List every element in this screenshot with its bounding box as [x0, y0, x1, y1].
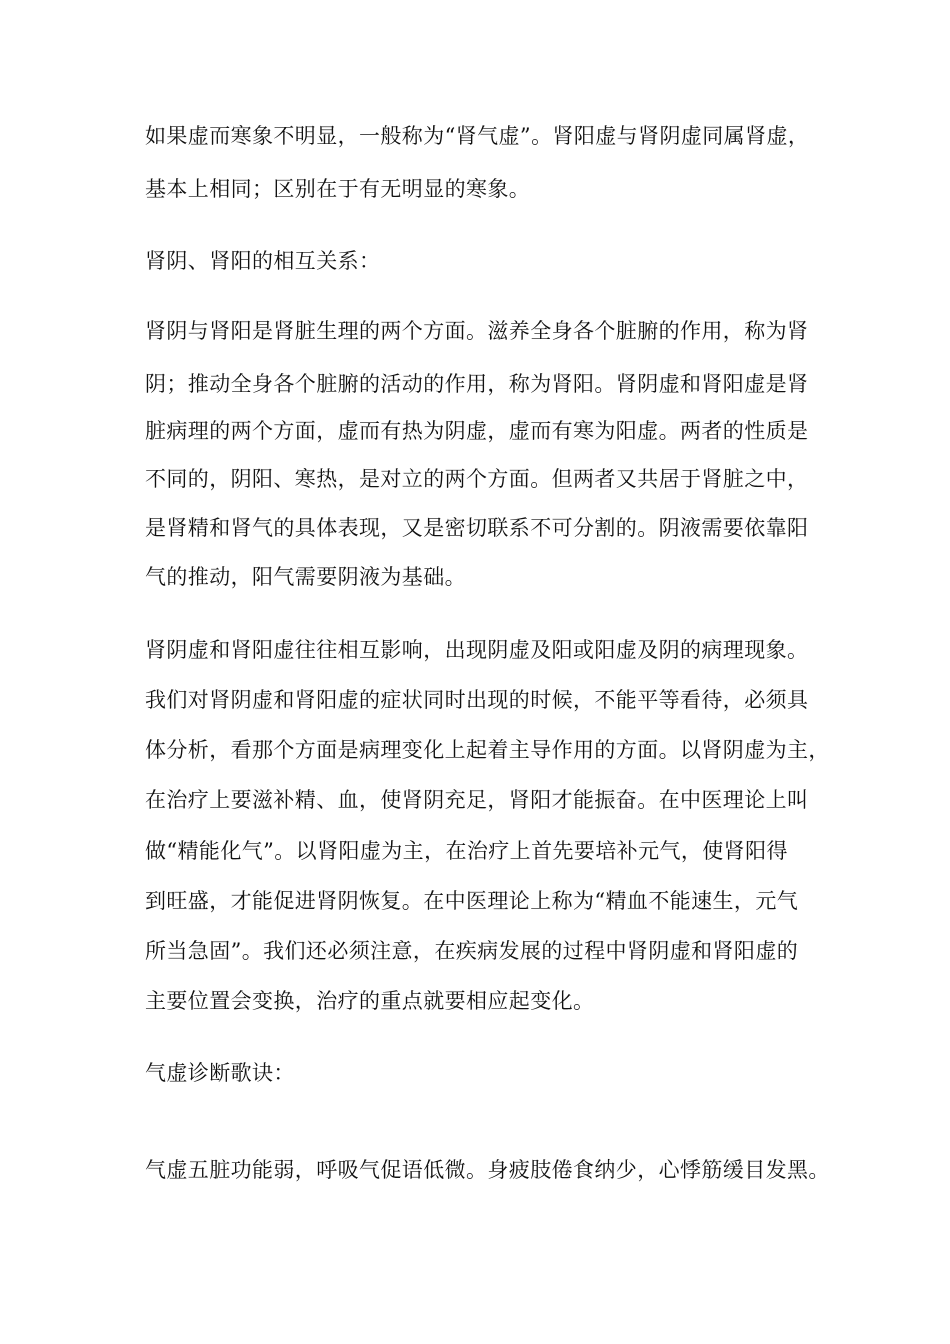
paragraph-4-line-5: 做“精能化气”。以肾阳虚为主，在治疗上首先要培补元气，使肾阳得 — [145, 839, 788, 863]
paragraph-1-line-2: 基本上相同；区别在于有无明显的寒象。 — [145, 177, 531, 201]
paragraph-4-line-2: 我们对肾阴虚和肾阳虚的症状同时出现的时候，不能平等看待，必须具 — [145, 688, 809, 712]
paragraph-4-line-6: 到旺盛，才能促进肾阴恢复。在中医理论上称为“精血不能速生，元气 — [145, 889, 799, 913]
paragraph-1-line-1: 如果虚而寒象不明显，一般称为“肾气虚”。肾阳虚与肾阴虚同属肾虚， — [145, 124, 810, 148]
paragraph-4-line-1: 肾阴虚和肾阳虚往往相互影响，出现阴虚及阳或阳虚及阴的病理现象。 — [145, 638, 809, 662]
paragraph-4-line-8: 主要位置会变换，治疗的重点就要相应起变化。 — [145, 989, 595, 1013]
paragraph-3-line-4: 不同的，阴阳、寒热，是对立的两个方面。但两者又共居于肾脏之中， — [145, 467, 809, 491]
paragraph-3-line-2: 阴；推动全身各个脏腑的活动的作用，称为肾阳。肾阴虚和肾阳虚是肾 — [145, 372, 809, 396]
paragraph-3-line-1: 肾阴与肾阳是肾脏生理的两个方面。滋养全身各个脏腑的作用，称为肾 — [145, 319, 809, 343]
paragraph-3-line-3: 脏病理的两个方面，虚而有热为阴虚，虚而有寒为阳虚。两者的性质是 — [145, 419, 809, 443]
paragraph-3-line-5: 是肾精和肾气的具体表现，又是密切联系不可分割的。阴液需要依靠阳 — [145, 516, 809, 540]
verse-line: 气虚五脏功能弱，呼吸气促语低微。身疲肢倦食纳少，心悸筋缓目发黑。 — [145, 1158, 830, 1182]
paragraph-4-line-7: 所当急固”。我们还必须注意，在疾病发展的过程中肾阴虚和肾阳虚的 — [145, 939, 799, 963]
section-heading-kidney-yin-yang-relationship: 肾阴、肾阳的相互关系： — [145, 249, 381, 273]
paragraph-3-line-6: 气的推动，阳气需要阴液为基础。 — [145, 565, 466, 589]
section-heading-qi-deficiency-mnemonic: 气虚诊断歌诀： — [145, 1061, 295, 1085]
paragraph-4-line-3: 体分析，看那个方面是病理变化上起着主导作用的方面。以肾阴虚为主， — [145, 738, 830, 762]
paragraph-4-line-4: 在治疗上要滋补精、血，使肾阴充足，肾阳才能振奋。在中医理论上叫 — [145, 788, 809, 812]
